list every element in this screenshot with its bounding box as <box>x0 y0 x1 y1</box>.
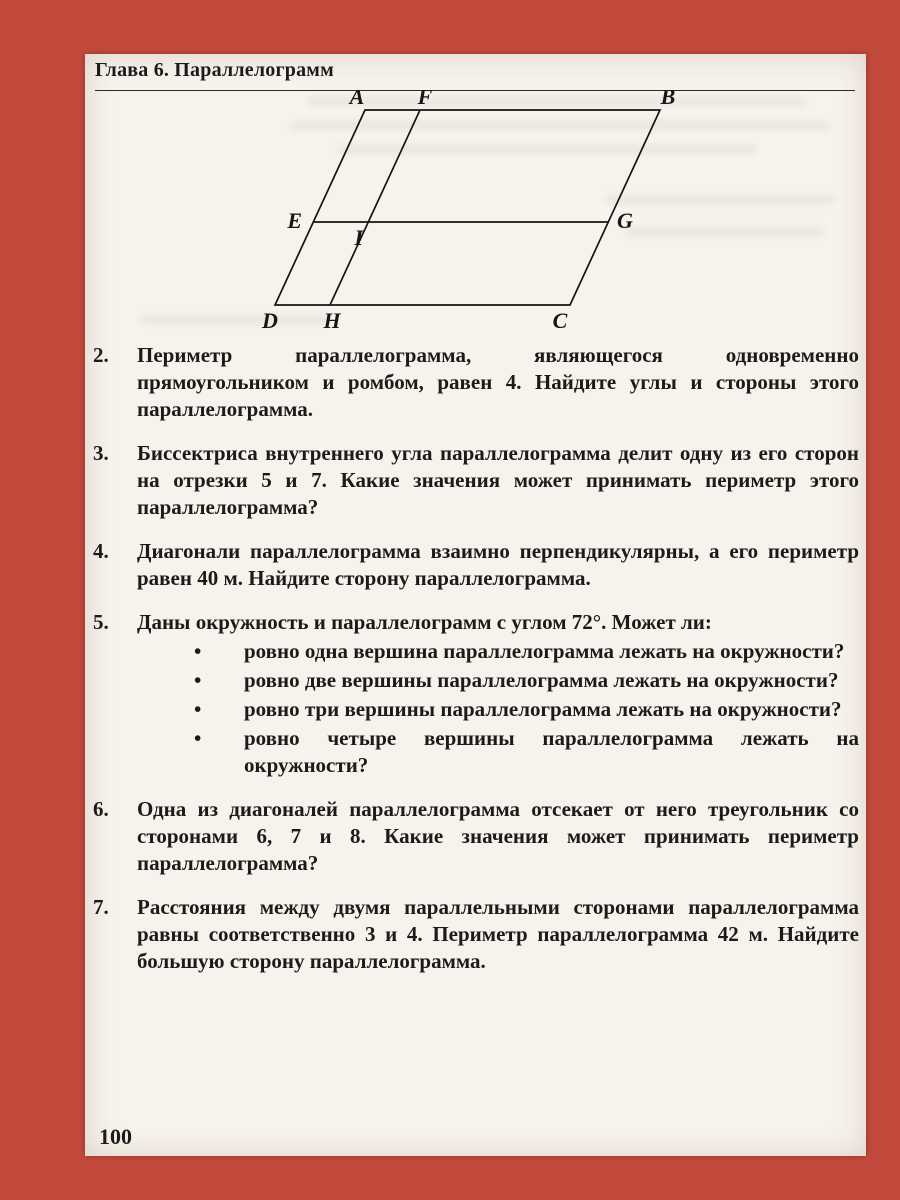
bullet-item <box>137 696 859 723</box>
book-page <box>85 54 866 1156</box>
vertex-label-i: I <box>354 225 363 250</box>
problem-number: 3. <box>93 441 109 465</box>
segment-FH <box>330 110 420 305</box>
problem-body <box>137 440 859 521</box>
problem-item <box>93 342 859 423</box>
bullet-icon: • <box>194 697 202 721</box>
bullet-icon: • <box>194 639 202 663</box>
bullet-item <box>137 638 859 665</box>
bullet-text: ровно четыре вершины параллелограмма лежать на окружности? <box>244 726 859 777</box>
vertex-label-a: A <box>349 90 365 109</box>
bullet-icon: • <box>194 726 202 750</box>
problem-number: 5. <box>93 610 109 634</box>
bullet-item <box>137 725 859 779</box>
bullet-icon: • <box>194 668 202 692</box>
problem-item <box>93 440 859 521</box>
chapter-heading: Глава 6. Параллелограмм <box>95 59 855 91</box>
problem-body <box>137 342 859 423</box>
vertex-label-d: D <box>262 308 278 333</box>
problem-body <box>137 609 859 779</box>
problem-number: 2. <box>93 343 109 367</box>
problem-number: 7. <box>93 895 109 919</box>
problem-text: Даны окружность и параллелограмм с углом 72°. Может ли: <box>137 610 712 634</box>
problem-number: 6. <box>93 797 109 821</box>
bullet-text: ровно три вершины параллелограмма лежать на окружности? <box>244 697 842 721</box>
problem-item <box>93 609 859 779</box>
problem-text: Диагонали параллелограмма взаимно перпендикулярны, а его периметр равен 40 м. Найдите сторону параллелограмма. <box>137 539 859 590</box>
problem-text: Периметр параллелограмма, являющегося одновременно прямоугольником и ромбом, равен 4. Найдите углы и стороны этого параллелограмма. <box>137 343 859 421</box>
vertex-label-f: F <box>417 90 433 109</box>
figure-container <box>260 90 705 342</box>
problem-item <box>93 894 859 975</box>
vertex-label-c: C <box>552 308 568 333</box>
parallelogram-figure <box>260 90 705 342</box>
problem-text: Биссектриса внутреннего угла параллелограмма делит одну из его сторон на отрезки 5 и 7. Какие значения может принимать периметр этого параллелограмма? <box>137 441 859 519</box>
problem-item <box>93 538 859 592</box>
bullet-item <box>137 667 859 694</box>
problem-text: Одна из диагоналей параллелограмма отсекает от него треугольник со сторонами 6, 7 и 8. Какие значения может принимать периметр параллелограмма? <box>137 797 859 875</box>
problem-body <box>137 894 859 975</box>
problem-text: Расстояния между двумя параллельными сторонами параллелограмма равны соответственно 3 и 4. Периметр параллелограмма 42 м. Найдите большую сторону параллелограмма. <box>137 895 859 973</box>
problem-item <box>93 796 859 877</box>
vertex-label-h: H <box>323 308 341 333</box>
problem-bullets <box>137 638 859 779</box>
problem-body <box>137 796 859 877</box>
vertex-label-g: G <box>617 208 633 233</box>
vertex-label-e: E <box>287 208 302 233</box>
bullet-text: ровно две вершины параллелограмма лежать на окружности? <box>244 668 839 692</box>
problems-list <box>93 342 859 992</box>
parallelogram-outline <box>275 110 660 305</box>
bullet-text: ровно одна вершина параллелограмма лежать на окружности? <box>244 639 845 663</box>
vertex-label-b: B <box>660 90 676 109</box>
page-number: 100 <box>99 1124 132 1149</box>
problem-number: 4. <box>93 539 109 563</box>
problem-body <box>137 538 859 592</box>
